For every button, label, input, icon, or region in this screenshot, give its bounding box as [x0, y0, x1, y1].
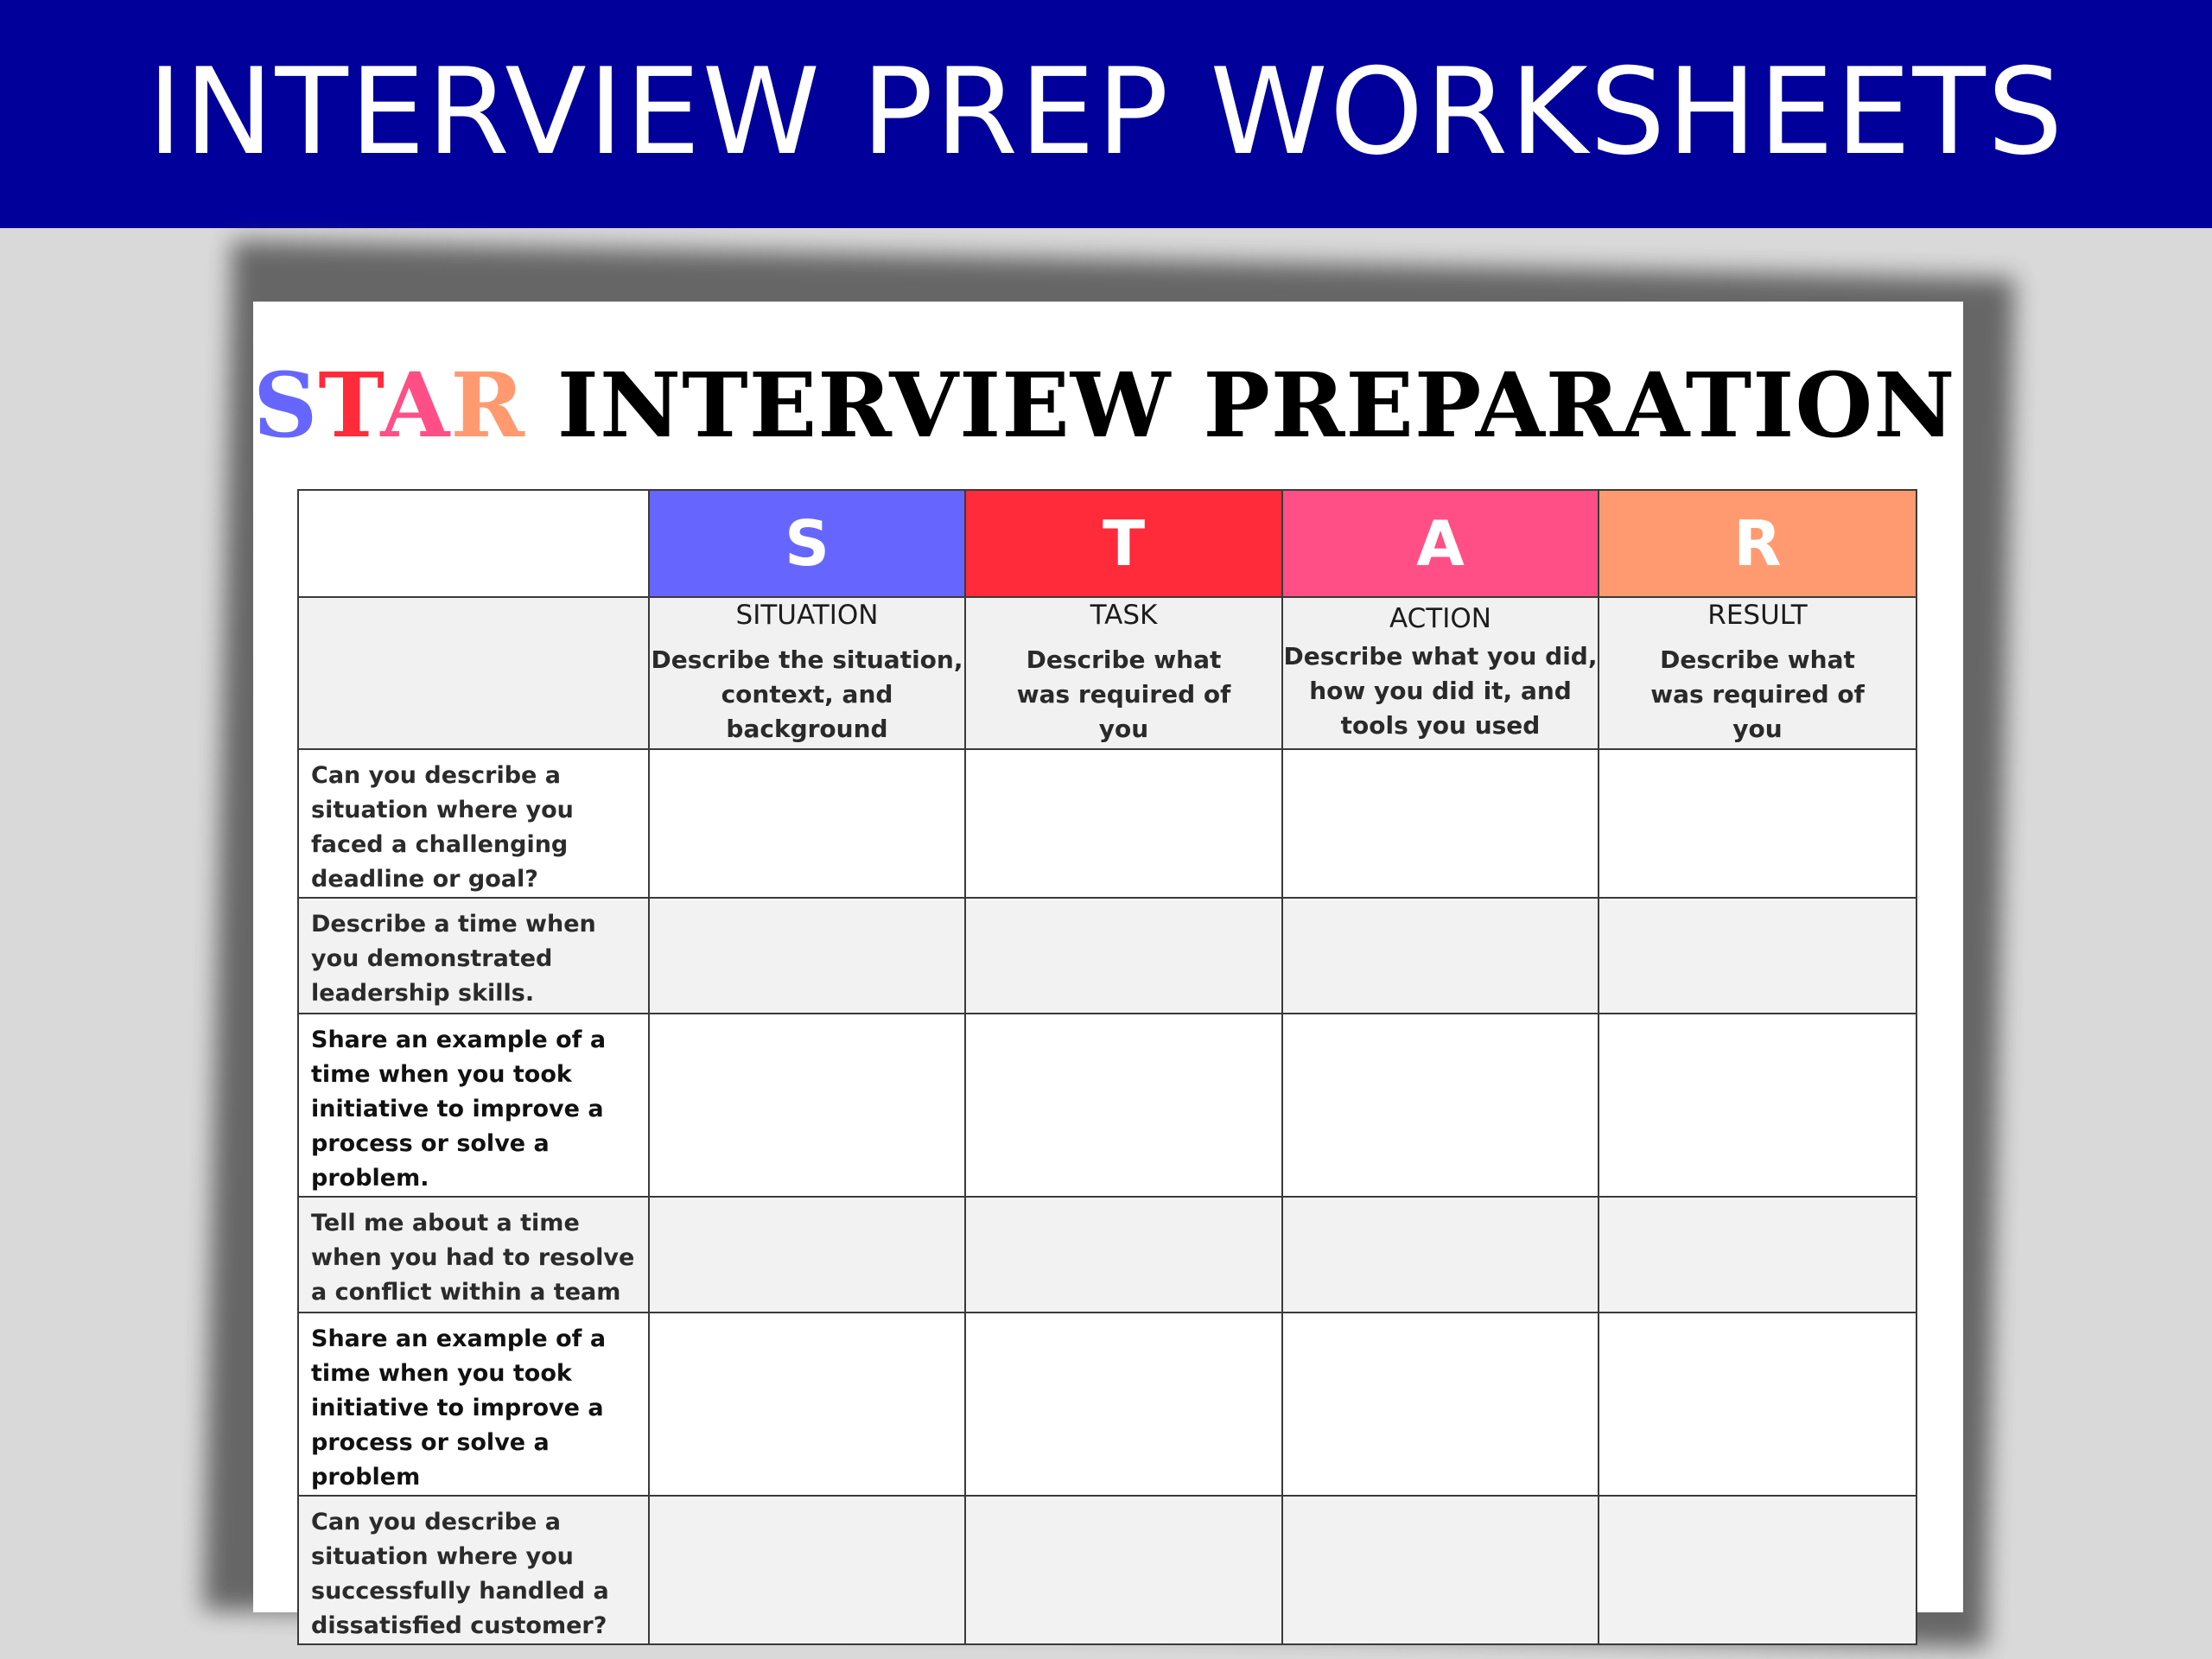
answer-cell-action[interactable]	[1282, 1197, 1599, 1313]
question-cell: Can you describe a situation where you successfully handled a dissatisfied customer?	[298, 1496, 649, 1644]
answer-cell-action[interactable]	[1282, 1313, 1599, 1496]
header-name: TASK	[1090, 600, 1158, 631]
answer-cell-task[interactable]	[965, 1496, 1282, 1644]
answer-cell-situation[interactable]	[649, 1197, 965, 1313]
header-cell-result	[1599, 597, 1916, 749]
letter-cell-t: T	[965, 490, 1282, 597]
header-description: Describe what was required of you	[1016, 645, 1231, 743]
header-row	[298, 597, 1916, 749]
title-letter-t: T	[318, 353, 381, 458]
header-blank-cell	[298, 597, 649, 749]
answer-cell-action[interactable]	[1282, 749, 1599, 898]
answer-cell-task[interactable]	[965, 1014, 1282, 1197]
answer-cell-situation[interactable]	[649, 898, 965, 1014]
banner	[0, 0, 2212, 228]
question-row	[298, 1014, 1916, 1197]
question-row	[298, 1197, 1916, 1313]
answer-cell-situation[interactable]	[649, 1496, 965, 1644]
answer-cell-result[interactable]	[1599, 1496, 1916, 1644]
corner-cell	[298, 490, 649, 597]
letter-cell-r: R	[1599, 490, 1916, 597]
letter-row	[298, 490, 1916, 597]
question-cell: Can you describe a situation where you faced a challenging deadline or goal?	[298, 749, 649, 898]
letter-cell-a: A	[1282, 490, 1599, 597]
header-description: Describe what was required of you	[1650, 645, 1865, 743]
header-name: SITUATION	[735, 600, 879, 631]
question-row	[298, 1313, 1916, 1496]
question-row	[298, 1496, 1916, 1644]
answer-cell-situation[interactable]	[649, 1313, 965, 1496]
header-description: Describe the situation, context, and background	[651, 645, 963, 743]
answer-cell-action[interactable]	[1282, 1014, 1599, 1197]
answer-cell-result[interactable]	[1599, 1014, 1916, 1197]
banner-title: INTERVIEW PREP WORKSHEETS	[147, 41, 2065, 181]
answer-cell-action[interactable]	[1282, 1496, 1599, 1644]
title-letter-a: A	[380, 353, 451, 458]
answer-cell-result[interactable]	[1599, 898, 1916, 1014]
worksheet-page	[253, 302, 1963, 1639]
answer-cell-task[interactable]	[965, 749, 1282, 898]
answer-cell-result[interactable]	[1599, 1313, 1916, 1496]
header-name: ACTION	[1389, 603, 1491, 634]
star-table	[297, 489, 1917, 1645]
letter-cell-s: S	[649, 490, 965, 597]
answer-cell-result[interactable]	[1599, 1197, 1916, 1313]
answer-cell-task[interactable]	[965, 1313, 1282, 1496]
header-description: Describe what you did, how you did it, and tools you used	[1283, 642, 1598, 740]
question-cell: Tell me about a time when you had to resolve a conflict within a team	[298, 1197, 649, 1313]
header-name: RESULT	[1707, 600, 1808, 631]
question-cell: Share an example of a time when you took initiative to improve a process or solve a problem.	[298, 1014, 649, 1197]
answer-cell-situation[interactable]	[649, 749, 965, 898]
answer-cell-task[interactable]	[965, 1197, 1282, 1313]
answer-cell-action[interactable]	[1282, 898, 1599, 1014]
answer-cell-task[interactable]	[965, 898, 1282, 1014]
answer-cell-result[interactable]	[1599, 749, 1916, 898]
header-cell-task	[965, 597, 1282, 749]
question-cell: Describe a time when you demonstrated leadership skills.	[298, 898, 649, 1014]
worksheet-title	[253, 353, 1956, 458]
header-cell-action	[1282, 597, 1599, 749]
question-row	[298, 898, 1916, 1014]
title-rest: INTERVIEW PREPARATION	[524, 353, 1956, 458]
answer-cell-situation[interactable]	[649, 1014, 965, 1197]
question-row	[298, 749, 1916, 898]
header-cell-situation	[649, 597, 965, 749]
question-cell: Share an example of a time when you took initiative to improve a process or solve a problem	[298, 1313, 649, 1496]
title-letter-s: S	[253, 353, 319, 458]
title-letter-r: R	[450, 353, 525, 458]
